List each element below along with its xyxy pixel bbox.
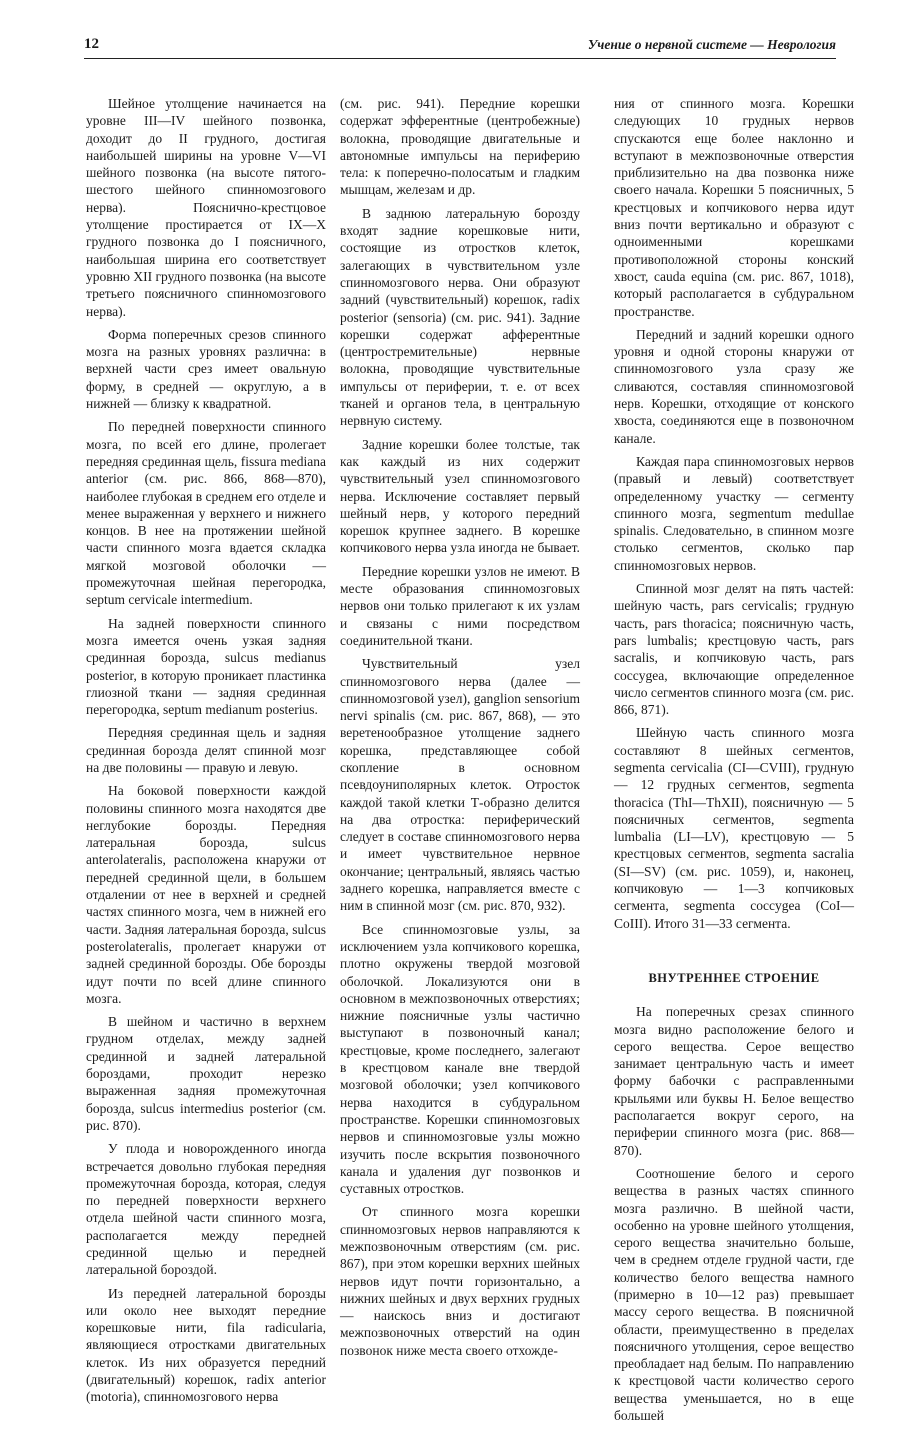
paragraph: Шейную часть спинного мозга составляют 8 шейных сегментов, segmenta cervicalia (CI—CVIII), грудную — 12 грудных сегментов, segmenta thoracica (ThI—ThXII), поясничную — 5 поясничных сегментов, segmenta lumbalia (LI—LV), крестцовую — 5 крестцовых сегментов, segmenta sacralia (SI—SV) (см. рис. 1059), и, наконец, копчиковую — 1—3 копчиковых сегмента, segmenta coccygea (CoI—CoIII). Итого 31—33 сегмента.: [614, 725, 854, 931]
running-head: [84, 36, 836, 59]
paragraph: Передние корешки узлов не имеют. В месте образования спинномозговых нервов они только прилегают к их узлам и связаны с ними посредством соединительной ткани.: [340, 563, 580, 648]
paragraph: По передней поверхности спинного мозга, по всей его длине, пролегает передняя срединная щель, fissura mediana anterior (см. рис. 866, 868—870), наиболее глубокая в среднем его отделе и менее выраженная у верхнего и нижнего концов. В нее на протяжении шейной части спинного мозга вдается складка мягкой мозговой оболочки — промежуточная шейная перегородка, septum cervicale intermedium.: [86, 419, 326, 608]
paragraph: Чувствительный узел спинномозгового нерва (далее — спинномозговой узел), ganglion sensorium nervi spinalis (см. рис. 867, 868), — это веретенообразное утолщение заднего корешка, представляющее собой скопление в основном псевдоуниполярных клеток. Отросток каждой такой клетки Т-образно делится на два отростка: периферический следует в составе спинномозгового нерва и имеет чувствительное нервное окончание; центральный, являясь частью заднего корешка, направляется вместе с ним в спинной мозг (см. рис. 870, 932).: [340, 656, 580, 914]
paragraph: В шейном и частично в верхнем грудном отделах, между задней срединной и задней латеральной бороздами, проходит нерезко выраженная задняя промежуточная борозда, sulcus intermedius posterior (см. рис. 870).: [86, 1014, 326, 1133]
paragraph: У плода и новорожденного иногда встречается довольно глубокая передняя промежуточная борозда, которая, следуя по передней поверхности верхнего отдела шейной части спинного мозга, располагается между передней срединной щелью и передней латеральной бороздой.: [86, 1141, 326, 1278]
paragraph: Из передней латеральной борозды или около нее выходят передние корешковые нити, fila radicularia, являющиеся отростками двигательных клеток. Из них образуется передний (двигательный) корешок, radix anterior (motoria), спинномозгового нерва: [86, 1285, 326, 1405]
text-column-right: [614, 95, 854, 1430]
paragraph: На поперечных срезах спинного мозга видно расположение белого и серого вещества. Серое вещество занимает центральную часть и имеет форму бабочки с расправленными крыльями или буквы Н. Белое вещество располагается вокруг серого, на периферии спинного мозга (рис. 868—870).: [614, 1004, 854, 1158]
paragraph-continued: ния от спинного мозга. Корешки следующих 10 грудных нервов спускаются еще более наклонно и вступают в межпозвоночные отверстия приблизительно на два позвонка ниже своего начала. Корешки 5 поясничных, 5 крестцовых и копчикового нерва идут вниз почти вертикально и образуют с одноименными корешками противоположной стороны конский хвост, cauda equina (см. рис. 867, 1018), который располагается в субдуральном пространстве.: [614, 96, 854, 319]
paragraph: На задней поверхности спинного мозга имеется очень узкая задняя срединная борозда, sulcus medianus posterior, в которую проникает пластинка глиозной ткани — задняя срединная перегородка, septum medianum posterius.: [86, 615, 326, 718]
paragraph: Задние корешки более толстые, так как каждый из них содержит чувствительный узел спинномозгового нерва. Исключение составляет первый шейный нерв, у которого передний корешок крупнее заднего. В корешке копчикового нерва узла иногда не бывает.: [340, 436, 580, 556]
paragraph: В заднюю латеральную борозду входят задние корешковые нити, состоящие из отростков клеток, залегающих в чувствительном узле спинномозгового нерва. Они образуют задний (чувствительный) корешок, radix posterior (sensoria) (см. рис. 941). Задние корешки содержат афферентные (центростремительные) нервные волокна, проводящие чувствительные импульсы от периферии, т. е. от всех тканей и органов тела, в центральную нервную систему.: [340, 205, 580, 429]
paragraph: Передняя срединная щель и задняя срединная борозда делят спинной мозг на две половины — правую и левую.: [86, 725, 326, 775]
section-heading: ВНУТРЕННЕЕ СТРОЕНИЕ: [648, 970, 820, 985]
running-title: Учение о нервной системе — Неврология: [587, 37, 836, 52]
paragraph: Соотношение белого и серого вещества в разных частях спинного мозга различно. В шейной части, особенно на уровне шейного утолщения, серого вещества значительно больше, чем в среднем отделе грудной части, где количество белого вещества намного (примерно в 10—12 раз) превышает массу серого вещества. В поясничной области, преимущественно в пределах поясничного утолщения, серое вещество преобладает над белым. По направлению к крестцовой части количество серого вещества уменьшается, но в еще большей: [614, 1165, 854, 1424]
paragraph-continued: (см. рис. 941). Передние корешки содержат эфферентные (центробежные) волокна, проводящие двигательные и автономные импульсы на периферию тела: к поперечно-полосатым и гладким мышцам, железам и др.: [340, 96, 580, 198]
paragraph: Передний и задний корешки одного уровня и одной стороны кнаружи от спинномозгового узла сразу же сливаются, составляя спинномозговой нерв. Корешки, отходящие от конского хвоста, соединяются еще в позвоночном канале.: [614, 326, 854, 446]
page-number: 12: [84, 36, 99, 52]
text-column-left: [86, 95, 326, 1412]
paragraph: От спинного мозга корешки спинномозговых нервов направляются к межпозвоночным отверстиям (см. рис. 867), при этом корешки верхних шейных нервов идут почти горизонтально, а нижних шейных и двух верхних грудных — наискось вниз и достигают межпозвоночных отверстий на один позвонок ниже места своего отхожде-: [340, 1204, 580, 1358]
paragraph: Каждая пара спинномозговых нервов (правый и левый) соответствует определенному участку — сегменту спинного мозга, segmentum medullae spinalis. Следовательно, в спинном мозге столько сегментов, сколько пар спинномозговых нервов.: [614, 453, 854, 573]
paragraph: Спинной мозг делят на пять частей: шейную часть, pars cervicalis; грудную часть, pars thoracica; поясничную часть, pars lumbalis; крестцовую часть, pars sacralis, и копчиковую часть, pars coccygea, включающие определенное число сегментов спинного мозга (см. рис. 866, 871).: [614, 581, 854, 718]
paragraph: На боковой поверхности каждой половины спинного мозга находятся две неглубокие борозды. Передняя латеральная борозда, sulcus anterolateralis, расположена кнаружи от передней срединной щели, в большем отдалении от нее в верхней и средней частях спинного мозга, чем в нижней его части. Задняя латеральная борозда, sulcus posterolateralis, пролегает кнаружи от задней срединной борозды. Обе борозды идут почти по всей длине спинного мозга.: [86, 783, 326, 1006]
paragraph: Форма поперечных срезов спинного мозга на разных уровнях различна: в верхней части срез имеет овальную форму, в средней — округлую, а в нижней — близку к квадратной.: [86, 326, 326, 412]
paragraph: Все спинномозговые узлы, за исключением узла копчикового корешка, плотно окружены твердой мозговой оболочкой. Локализуются они в основном в межпозвоночных отверстиях; нижние поясничные узлы частично выступают в позвоночный канал; крестцовые, кроме последнего, залегают в крестцовом канале вне твердой мозговой оболочки; узел копчикового нерва находится в субдуральном пространстве. Корешки спинномозговых нервов и спинномозговые узлы можно изучить после вскрытия позвоночного канала и удаления дуг позвонков и суставных отростков.: [340, 921, 580, 1197]
text-column-middle: [340, 95, 580, 1365]
paragraph: Шейное утолщение начинается на уровне III—IV шейного позвонка, доходит до II грудного, достигая наибольшей ширины на уровне V—VI шейного позвонка (на высоте пятого-шестого шейного спинномозгового нерва). Пояснично-крестцовое утолщение простирается от IX—X грудного позвонка до I поясничного, наибольшая ширина его соответствует уровню XII грудного позвонка (на высоте третьего поясничного спинномозгового нерва).: [86, 96, 326, 319]
